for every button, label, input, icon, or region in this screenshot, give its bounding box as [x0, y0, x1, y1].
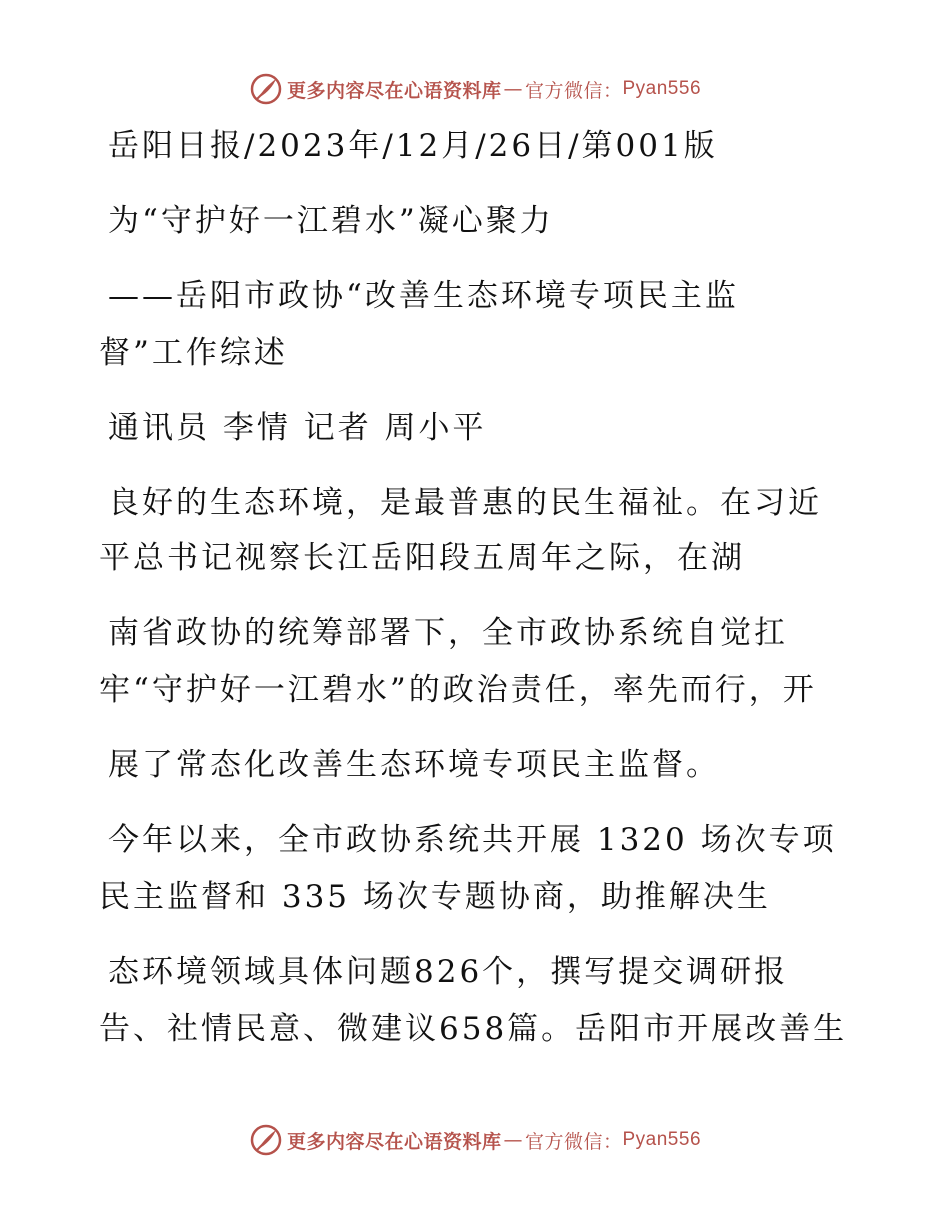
- feather-pen-logo-icon: [249, 72, 283, 106]
- article-byline: 通讯员 李情 记者 周小平: [108, 410, 487, 446]
- watermark-separator: —: [503, 1129, 523, 1151]
- paragraph-line: 南省政协的统筹部署下，全市政协系统自觉扛: [108, 615, 788, 651]
- paragraph-line: 牢“守护好一江碧水”的政治责任，率先而行，开: [99, 672, 817, 708]
- article-source-line: 岳阳日报/2023年/12月/26日/第001版: [108, 128, 718, 164]
- paragraph-line: 平总书记视察长江岳阳段五周年之际，在湖: [99, 540, 745, 576]
- feather-pen-logo-icon: [249, 1123, 283, 1157]
- watermark-text: 更多内容尽在心语资料库: [286, 1130, 502, 1153]
- article-subtitle-line-1: ——岳阳市政协“改善生态环境专项民主监: [108, 278, 739, 314]
- paragraph-line: 态环境领域具体问题826个，撰写提交调研报: [108, 954, 789, 990]
- watermark-contact-id: Pyan556: [622, 78, 702, 99]
- paragraph-line: 告、社情民意、微建议658篇。岳阳市开展改善生: [99, 1011, 848, 1047]
- watermark-contact-id: Pyan556: [622, 1129, 702, 1150]
- paragraph-line: 展了常态化改善生态环境专项民主监督。: [108, 747, 720, 783]
- watermark-header: [0, 72, 950, 106]
- paragraph-line: 今年以来，全市政协系统共开展 1320 场次专项: [108, 822, 837, 858]
- watermark-separator: —: [503, 78, 523, 100]
- watermark-contact-label: 官方微信：: [524, 1130, 623, 1153]
- watermark-footer: [0, 1123, 950, 1157]
- article-subtitle-line-2: 督”工作综述: [99, 335, 288, 371]
- article-title: 为“守护好一江碧水”凝心聚力: [108, 203, 554, 239]
- paragraph-line: 民主监督和 335 场次专题协商，助推解决生: [99, 879, 771, 915]
- watermark-contact-label: 官方微信：: [524, 79, 623, 102]
- paragraph-line: 良好的生态环境，是最普惠的民生福祉。在习近: [108, 485, 822, 521]
- watermark-text: 更多内容尽在心语资料库: [286, 79, 502, 102]
